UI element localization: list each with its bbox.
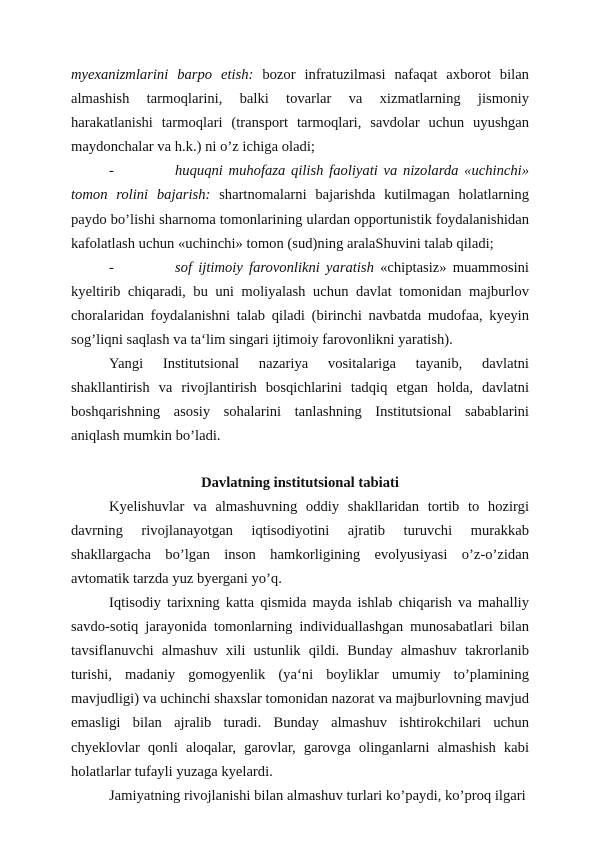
list-item-2-text: shartnomalarni bajarishda kutilmagan holatlarning paydo bo’lishi sharnoma tomonlarining ulardan opportunistik foydalanishidan kafolatlash uchun «uchinchi» tomon (sud)ning aralaShuvini talab qiladi; xyxy=(71,187,529,252)
list-item-3-text: «chiptasiz» muammosini kyeltirib chiqaradi, bu uni moliyalash uchun davlat tomonidan majburlov choralaridan foydalanishni talab qiladi (birinchi navbatda mudofaa, kyeyin sog’liqni saqlash va ta‘lim singari ijtimoiy farovonlikni yaratish). xyxy=(71,259,529,349)
list-dash: - xyxy=(109,163,114,180)
list-item-3-term: sof ijtimoiy farovonlikni yaratish xyxy=(175,259,374,276)
list-item-1 xyxy=(71,63,529,159)
list-item-1-text: bozor infratuzilmasi nafaqat axborot bilan almashish tarmoqlarini, balki tovarlar va xizmatlarning jismoniy harakatlanishi tarmoqlari (transport tarmoqlari, savdolar uchun uyushgan maydonchalar va h.k.) ni o’z ichiga oladi; xyxy=(71,67,529,156)
paragraph-3: Iqtisodiy tarixning katta qismida mayda ishlab chiqarish va mahalliy savdo-sotiq jarayonida tomonlarning individuallashgan munosabatlari bilan tavsiflanuvchi almashuv xili ustunlik qildi. Bunday almashuv takrorlanib turishi, madaniy gomogyenlik (ya‘ni boyliklar umumiy to’plamining mavjudligi) va uchinchi shaxslar tomonidan nazorat va majburlovning mavjud emasligi bilan ajralib turadi. Bunday almashuv ishtirokchilari uchun chyeklovlar qonli aloqalar, garovlar, garovga olinganlarni almashish kabi holatlarlar tufayli yuzaga kyelardi. xyxy=(71,594,529,780)
list-item-3 xyxy=(71,256,529,352)
list-item-2 xyxy=(71,159,529,255)
list-dash: - xyxy=(109,259,114,276)
paragraph-1: Yangi Institutsional nazariya vositalariga tayanib, davlatni shakllantirish va rivojlantirish bosqichlarini tadqiq etgan holda, davlatni boshqarishning asosiy sohalarini tanlashning Institutsional sabablarini aniqlash mumkin bo’ladi. xyxy=(71,356,529,445)
paragraph-4: Jamiyatning rivojlanishi bilan almashuv turlari ko’paydi, ko’proq ilgari xyxy=(109,787,526,804)
list-item-2-term: huquqni muhofaza qilish faoliyati va nizolarda «uchinchi» tomon rolini bajarish: xyxy=(71,163,529,204)
paragraph-2: Kyelishuvlar va almashuvning oddiy shakllaridan tortib to hozirgi davrning rivojlanayotgan iqtisodiyotini ajratib turuvchi murakkab shakllargacha bo’lgan inson hamkorligining evolyusiyasi o’z-o’zidan avtomatik tarzda yuz byergani yo’q. xyxy=(71,498,529,587)
section-title: Davlatning institutsional tabiati xyxy=(201,474,399,491)
list-item-1-term: myexanizmlarini barpo etish: xyxy=(71,67,254,83)
page-body xyxy=(71,63,529,808)
